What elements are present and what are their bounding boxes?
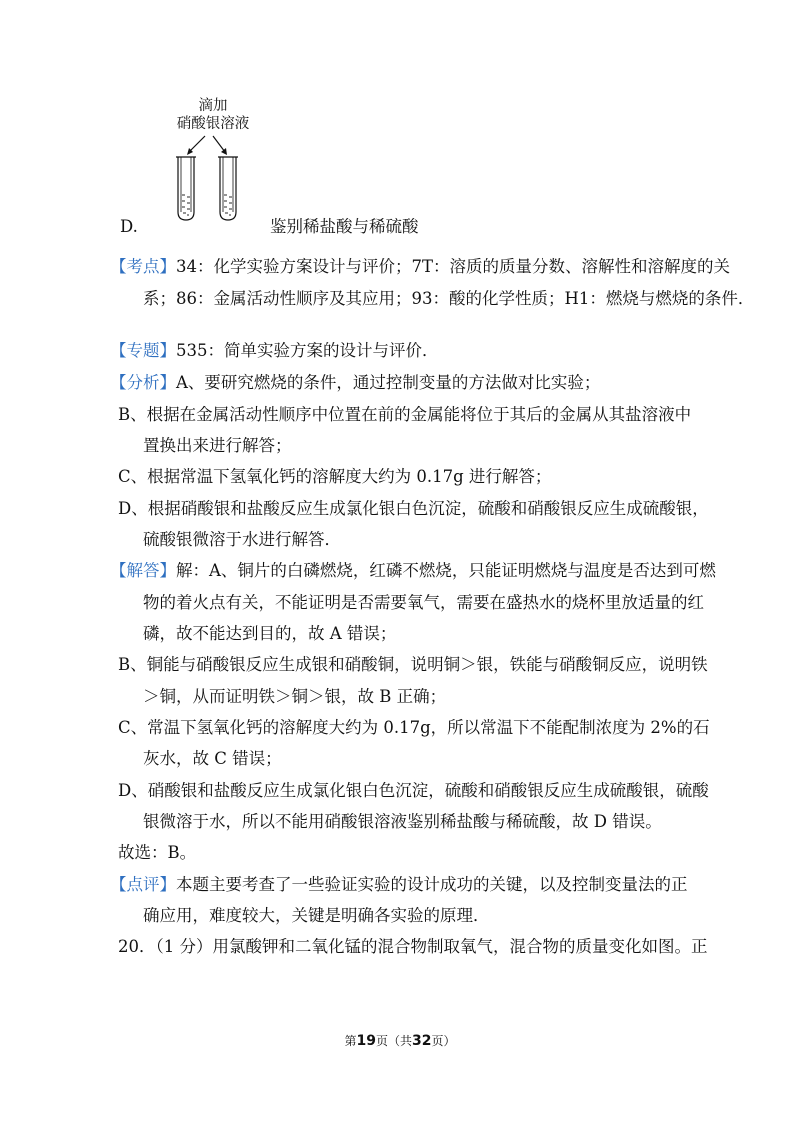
zhuanti-tag: 【专题】	[110, 341, 176, 360]
test-tubes-illustration	[165, 130, 265, 225]
section-zhuanti	[110, 340, 439, 362]
jieda-line-b1: B、铜能与硝酸银反应生成银和硝酸铜，说明铜＞银，铁能与硝酸铜反应，说明铁	[118, 655, 708, 674]
footer-total-pages: 32	[412, 1033, 432, 1049]
fenxi-line-d1: D、根据硝酸银和盐酸反应生成氯化银白色沉淀，硫酸和硝酸银反应生成硫酸银，	[118, 499, 709, 518]
jieda-line-c2: 灰水，故 C 错误；	[143, 749, 282, 768]
footer-post: 页）	[431, 1034, 456, 1048]
footer-mid: 页（共	[375, 1034, 412, 1048]
fenxi-line-c: C、根据常温下氢氧化钙的溶解度大约为 0.17g 进行解答；	[118, 467, 552, 486]
fenxi-text-a: A、要研究燃烧的条件，通过控制变量的方法做对比实验；	[176, 373, 601, 392]
fenxi-line-a	[110, 372, 600, 394]
jieda-line-a3: 磷，故不能达到目的，故 A 错误；	[143, 624, 397, 643]
figure-label-dropping: 滴加	[198, 98, 228, 114]
jieda-line-d2: 银微溶于水，所以不能用硝酸银溶液鉴别稀盐酸与稀硫酸，故 D 错误。	[143, 812, 662, 831]
kaodian-line-1	[110, 256, 730, 278]
option-letter: D.	[120, 217, 138, 236]
page-footer	[0, 1032, 800, 1049]
jieda-tag: 【解答】	[110, 561, 176, 580]
fenxi-line-b2: 置换出来进行解答；	[143, 436, 292, 455]
next-question-line: 20．（1 分）用氯酸钾和二氧化锰的混合物制取氧气，混合物的质量变化如图。正	[118, 937, 708, 956]
fenxi-line-d2: 硫酸银微溶于水进行解答．	[143, 530, 341, 549]
footer-pre: 第	[344, 1034, 357, 1048]
jieda-line-c1: C、常温下氢氧化钙的溶解度大约为 0.17g，所以常温下不能配制浓度为 2%的石	[118, 718, 710, 737]
dianping-line-1	[110, 874, 688, 896]
jieda-answer: 故选：B。	[118, 843, 197, 862]
fenxi-line-b1: B、根据在金属活动性顺序中位置在前的金属能将位于其后的金属从其盐溶液中	[118, 405, 692, 424]
kaodian-text-1: 34：化学实验方案设计与评价；7T：溶质的质量分数、溶解性和溶解度的关	[176, 257, 730, 276]
footer-page-number: 19	[356, 1033, 376, 1049]
dianping-tag: 【点评】	[110, 875, 176, 894]
jieda-text-a1: 解：A、铜片的白磷燃烧，红磷不燃烧，只能证明燃烧与温度是否达到可燃	[176, 561, 716, 580]
figure-label-reagent: 硝酸银溶液	[176, 116, 250, 132]
dianping-line-2: 确应用，难度较大，关键是明确各实验的原理．	[143, 906, 490, 925]
kaodian-line-2: 系；86：金属活动性顺序及其应用；93：酸的化学性质；H1：燃烧与燃烧的条件．	[143, 289, 755, 308]
jieda-line-a1	[110, 560, 716, 582]
figure-caption: 鉴别稀盐酸与稀硫酸	[270, 217, 419, 236]
kaodian-tag: 【考点】	[110, 257, 176, 276]
fenxi-tag: 【分析】	[110, 373, 176, 392]
jieda-line-b2: ＞铜，从而证明铁＞铜＞银，故 B 正确；	[143, 687, 447, 706]
jieda-line-a2: 物的着火点有关，不能证明是否需要氧气，需要在盛热水的烧杯里放适量的红	[143, 593, 704, 612]
jieda-line-d1: D、硝酸银和盐酸反应生成氯化银白色沉淀，硫酸和硝酸银反应生成硫酸银，硫酸	[118, 781, 709, 800]
zhuanti-text: 535：简单实验方案的设计与评价．	[176, 341, 439, 360]
dianping-text-1: 本题主要考查了一些验证实验的设计成功的关键，以及控制变量法的正	[176, 875, 688, 894]
